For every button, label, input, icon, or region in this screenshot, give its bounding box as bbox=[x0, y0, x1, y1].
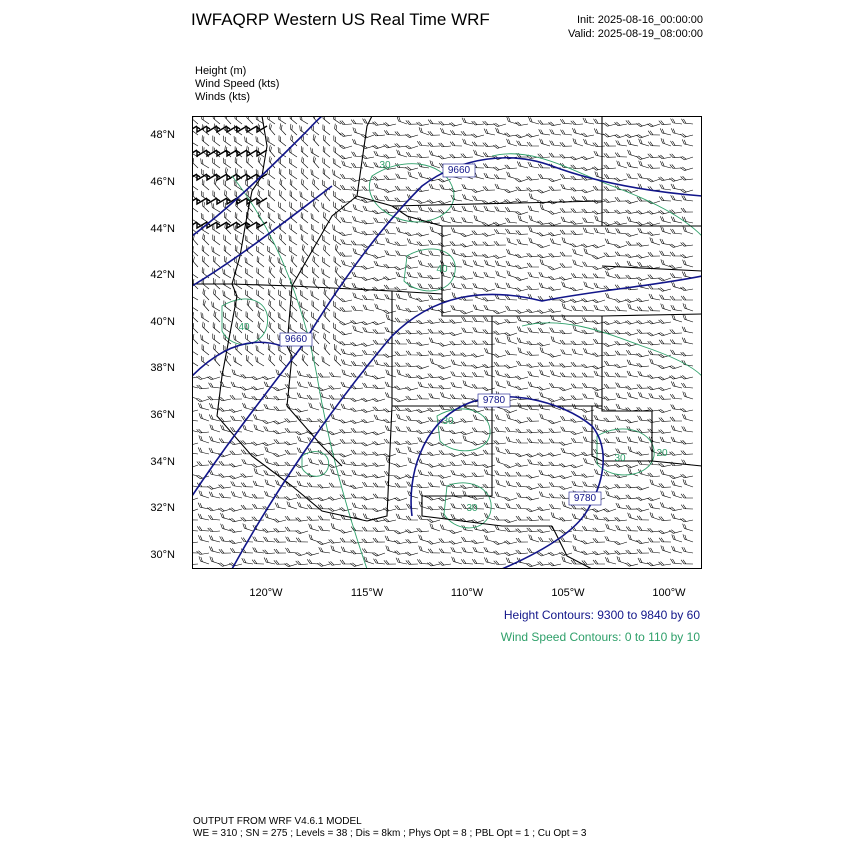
longitude-label: 115°W bbox=[350, 587, 384, 599]
wind-contour-label: 30 bbox=[442, 416, 454, 427]
height-contour-label: 9780 bbox=[482, 395, 506, 406]
latitude-label: 36°N bbox=[150, 409, 175, 421]
longitude-label: 105°W bbox=[551, 587, 585, 599]
wind-contour-label: 30 bbox=[379, 160, 391, 171]
wind-contour-label: 30 bbox=[466, 503, 478, 514]
latitude-label: 46°N bbox=[150, 176, 175, 188]
latitude-label: 30°N bbox=[150, 549, 175, 561]
wind-contour-label: 20 bbox=[656, 448, 668, 459]
height-contour-label: 9780 bbox=[573, 493, 597, 504]
field-label-winds: Winds (kts) bbox=[195, 91, 250, 103]
latitude-label: 42°N bbox=[150, 269, 175, 281]
wind-contours-legend: Wind Speed Contours: 0 to 110 by 10 bbox=[500, 630, 700, 644]
wind-contour-label: 40 bbox=[238, 322, 250, 333]
wind-contour-label: 40 bbox=[436, 264, 448, 275]
latitude-label: 40°N bbox=[150, 316, 175, 328]
longitude-label: 120°W bbox=[249, 587, 283, 599]
wind-contour-label: 30 bbox=[614, 453, 626, 464]
latitude-label: 38°N bbox=[150, 362, 175, 374]
height-contours-legend: Height Contours: 9300 to 9840 by 60 bbox=[503, 608, 700, 622]
model-info-line-1: OUTPUT FROM WRF V4.6.1 MODEL bbox=[193, 816, 362, 827]
latitude-label: 44°N bbox=[150, 223, 175, 235]
field-label-height: Height (m) bbox=[195, 65, 247, 77]
longitude-label: 110°W bbox=[450, 587, 484, 599]
weather-map bbox=[192, 116, 702, 569]
init-time: Init: 2025-08-16_00:00:00 bbox=[577, 14, 703, 26]
model-info-line-2: WE = 310 ; SN = 275 ; Levels = 38 ; Dis = 8km ; Phys Opt = 8 ; PBL Opt = 1 ; Cu Opt = 3 bbox=[193, 828, 587, 839]
field-label-wind-speed: Wind Speed (kts) bbox=[195, 78, 280, 90]
map-title: IWFAQRP Western US Real Time WRF bbox=[191, 10, 490, 29]
valid-time: Valid: 2025-08-19_08:00:00 bbox=[568, 28, 703, 40]
height-contour-label: 9660 bbox=[447, 165, 471, 176]
height-contour-label: 9660 bbox=[284, 334, 308, 345]
latitude-label: 48°N bbox=[150, 129, 175, 141]
latitude-label: 34°N bbox=[150, 456, 175, 468]
latitude-label: 32°N bbox=[150, 502, 175, 514]
longitude-label: 100°W bbox=[652, 587, 686, 599]
